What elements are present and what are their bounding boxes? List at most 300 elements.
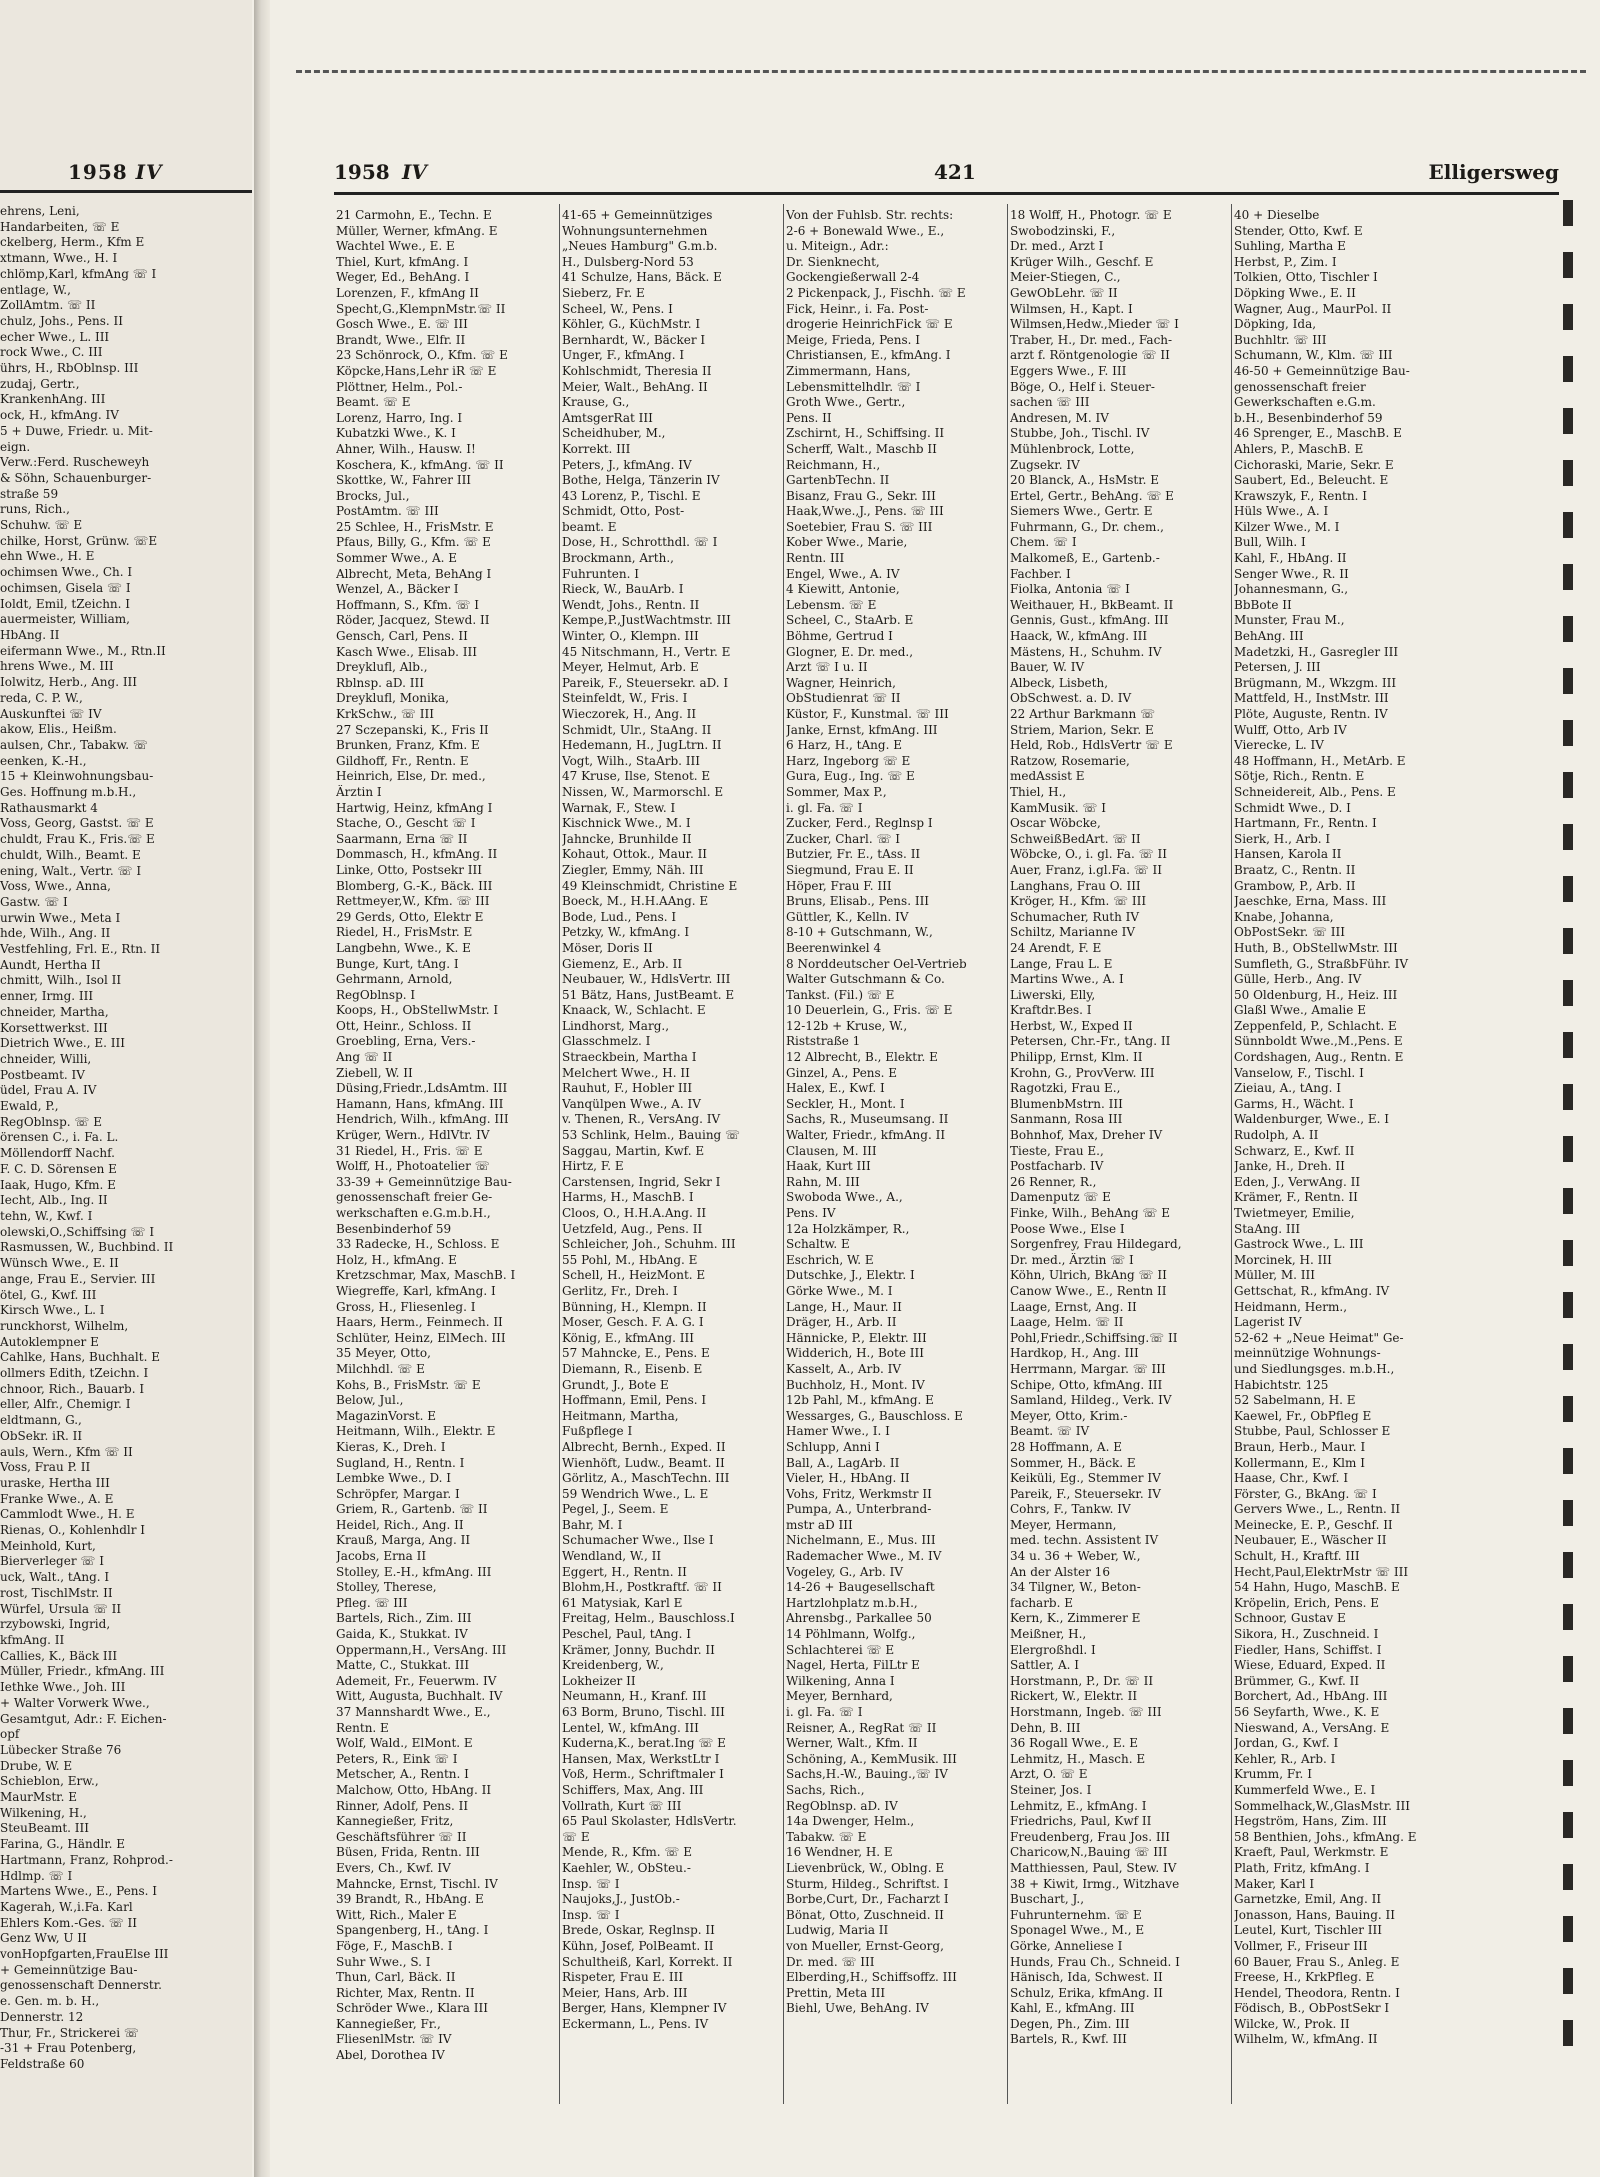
directory-entry-line: Ludwig, Maria II bbox=[786, 1923, 889, 1938]
directory-entry-line: Uetzfeld, Aug., Pens. II bbox=[562, 1221, 703, 1236]
directory-entry-line: Böge, O., Helf i. Steuer- bbox=[1010, 379, 1155, 394]
directory-entry-line: 39 Brandt, R., HbAng. E bbox=[336, 1892, 484, 1907]
directory-entry-line: Ott, Heinr., Schloss. II bbox=[336, 1018, 472, 1033]
directory-entry-line: 28 Hoffmann, A. E bbox=[1010, 1439, 1122, 1454]
edge-mark bbox=[1563, 356, 1573, 382]
directory-entry-line: Krämer, Jonny, Buchdr. II bbox=[562, 1642, 715, 1657]
left-entry-line: akow, Elis., Heißm. bbox=[0, 722, 117, 737]
directory-entry-line: Nichelmann, E., Mus. III bbox=[786, 1533, 936, 1548]
left-entry-line: Callies, K., Bäck III bbox=[0, 1648, 118, 1663]
directory-entry-line: Wagner, Aug., MaurPol. II bbox=[1234, 301, 1392, 316]
directory-entry-line: Glogner, E. Dr. med., bbox=[786, 644, 914, 659]
directory-entry-line: Freese, H., KrkPfleg. E bbox=[1234, 1970, 1375, 1985]
directory-entry-line: 37 Mannshardt Wwe., E., bbox=[336, 1705, 491, 1719]
directory-entry-line: Stubbe, Joh., Tischl. IV bbox=[1010, 426, 1150, 441]
directory-entry-line: Krüger Wilh., Geschf. E bbox=[1010, 254, 1154, 269]
book-gutter bbox=[254, 0, 270, 2177]
directory-entry-line: Wiegreffe, Karl, kfmAng. I bbox=[336, 1283, 496, 1298]
directory-entry-line: Pohl,Friedr.,Schiffsing.☏ II bbox=[1010, 1330, 1178, 1345]
directory-entry-line: Sumfleth, G., StraßbFühr. IV bbox=[1234, 956, 1409, 971]
directory-entry-line: Jordan, G., Kwf. I bbox=[1234, 1736, 1339, 1751]
directory-entry-line: Borbe,Curt, Dr., Facharzt I bbox=[786, 1892, 949, 1907]
edge-mark bbox=[1563, 1708, 1573, 1734]
edge-mark bbox=[1563, 1864, 1573, 1890]
directory-entry-line: i. gl. Fa. ☏ I bbox=[786, 800, 863, 815]
directory-entry-line: Weithauer, H., BkBeamt. II bbox=[1010, 597, 1174, 612]
directory-entry-line: Ball, A., LagArb. II bbox=[786, 1455, 900, 1470]
left-entry-line: hde, Wilh., Ang. II bbox=[0, 926, 111, 941]
directory-entry-line: Schmidt, Otto, Post- bbox=[562, 504, 685, 519]
left-entry-line: Voss, Wwe., Anna, bbox=[0, 879, 111, 894]
directory-entry-line: 27 Sczepanski, K., Fris II bbox=[336, 722, 489, 737]
directory-entry-line: Kraeft, Paul, Werkmstr. E bbox=[1234, 1845, 1389, 1860]
directory-entry-line: Saarmann, Erna ☏ II bbox=[336, 831, 468, 846]
directory-entry-line: Fiedler, Hans, Schiffst. I bbox=[1234, 1642, 1382, 1657]
directory-entry-line: Horstmann, P., Dr. ☏ II bbox=[1010, 1673, 1154, 1688]
directory-entry-line: Heidmann, Herm., bbox=[1234, 1299, 1348, 1314]
left-entry-line: chmitt, Wilh., Isol II bbox=[0, 973, 122, 988]
directory-entry-line: Wilcke, W., Prok. II bbox=[1234, 2016, 1350, 2031]
directory-entry-line: Gülle, Herb., Ang. IV bbox=[1234, 972, 1362, 987]
directory-entry-line: Bauer, W. IV bbox=[1010, 660, 1085, 675]
left-page bbox=[0, 0, 252, 2177]
directory-entry-line: Ratzow, Rosemarie, bbox=[1010, 753, 1130, 768]
directory-entry-line: Lorenzen, F., kfmAng II bbox=[336, 285, 479, 300]
left-entry-line: Möllendorff Nachf. bbox=[0, 1146, 115, 1161]
directory-entry-line: Wiese, Eduard, Exped. II bbox=[1234, 1658, 1386, 1673]
left-entry-line: eenken, K.-H., bbox=[0, 753, 87, 768]
directory-entry-line: Pegel, J., Seem. E bbox=[562, 1502, 669, 1517]
directory-entry-line: i. gl. Fa. ☏ I bbox=[786, 1705, 863, 1719]
directory-entry-line: Martins Wwe., A. I bbox=[1010, 972, 1124, 987]
directory-entry-line: Siemers Wwe., Gertr. E bbox=[1010, 504, 1153, 519]
directory-entry-line: Fick, Heinr., i. Fa. Post- bbox=[786, 301, 929, 316]
directory-entry-line: Zschirnt, H., Schiffsing. II bbox=[786, 426, 945, 441]
directory-entry-line: Scheel, C., StaArb. E bbox=[786, 613, 914, 628]
directory-entry-line: Gosch Wwe., E. ☏ III bbox=[336, 317, 468, 332]
left-entry-line: Korsettwerkst. III bbox=[0, 1020, 108, 1035]
directory-entry-line: Held, Rob., HdlsVertr ☏ E bbox=[1010, 738, 1173, 753]
directory-entry-line: Schumacher Wwe., Ilse I bbox=[562, 1533, 714, 1548]
directory-entry-line: Plöttner, Helm., Pol.- bbox=[336, 379, 463, 394]
directory-entry-line: Scheidhuber, M., bbox=[562, 426, 666, 441]
directory-entry-line: BehAng. III bbox=[1234, 629, 1304, 644]
directory-entry-line: Pfleg. ☏ III bbox=[336, 1595, 408, 1610]
directory-entry-line: Horstmann, Ingeb. ☏ III bbox=[1010, 1705, 1162, 1719]
directory-entry-line: Bünning, H., Klempn. II bbox=[562, 1299, 707, 1314]
directory-entry-line: Huth, B., ObStellwMstr. III bbox=[1234, 940, 1398, 955]
directory-entry-line: Lehmitz, E., kfmAng. I bbox=[1010, 1798, 1147, 1813]
directory-entry-line: Lentel, W., kfmAng. III bbox=[562, 1720, 699, 1735]
directory-entry-line: Wieczorek, H., Ang. II bbox=[562, 707, 697, 721]
directory-entry-line: Scheel, W., Pens. I bbox=[562, 301, 673, 316]
directory-entry-line: Seckler, H., Mont. I bbox=[786, 1096, 905, 1111]
left-entry-line: kfmAng. II bbox=[0, 1632, 65, 1647]
directory-entry-line: ☏ E bbox=[562, 1829, 590, 1844]
directory-entry-line: drogerie HeinrichFick ☏ E bbox=[786, 317, 953, 332]
directory-entry-line: Beamt. ☏ IV bbox=[1010, 1424, 1090, 1439]
directory-entry-line: Lievenbrück, W., Oblng. E bbox=[786, 1860, 945, 1875]
directory-entry-line: MagazinVorst. E bbox=[336, 1408, 437, 1423]
directory-entry-line: Twietmeyer, Emilie, bbox=[1234, 1206, 1355, 1220]
edge-mark bbox=[1563, 720, 1573, 746]
directory-entry-line: Sikora, H., Zuschneid. I bbox=[1234, 1627, 1379, 1642]
directory-entry-line: Griem, R., Gartenb. ☏ II bbox=[336, 1502, 488, 1517]
directory-entry-line: Langhans, Frau O. III bbox=[1010, 878, 1141, 893]
left-entry-line: chilke, Horst, Grünw. ☏E bbox=[0, 533, 158, 548]
directory-entry-line: 55 Pohl, M., HbAng. E bbox=[562, 1252, 698, 1267]
directory-entry-line: Schröpfer, Margar. I bbox=[336, 1486, 460, 1501]
directory-entry-line: Ahrensbg., Parkallee 50 bbox=[786, 1611, 932, 1626]
directory-entry-line: Borchert, Ad., HbAng. III bbox=[1234, 1689, 1388, 1704]
left-entry-line: e. Gen. m. b. H., bbox=[0, 1994, 100, 2009]
directory-entry-line: Haase, Chr., Kwf. I bbox=[1234, 1471, 1349, 1486]
directory-entry-line: Wilhelm, W., kfmAng. II bbox=[1234, 2032, 1378, 2047]
left-entry-line: Iecht, Alb., Ing. II bbox=[0, 1193, 108, 1208]
directory-entry-line: Hoffmann, S., Kfm. ☏ I bbox=[336, 597, 480, 612]
directory-entry-line: Gura, Eug., Ing. ☏ E bbox=[786, 769, 915, 784]
directory-entry-line: Peschel, Paul, tAng. I bbox=[562, 1627, 691, 1642]
directory-entry-line: Vanqülpen Wwe., A. IV bbox=[562, 1096, 701, 1111]
directory-entry-line: Kempe,P.,JustWachtmstr. III bbox=[562, 613, 731, 628]
left-entry-line: chulz, Johs., Pens. II bbox=[0, 313, 123, 328]
directory-entry-line: werkschaften e.G.m.b.H., bbox=[336, 1206, 491, 1220]
directory-entry-line: Glaßl Wwe., Amalie E bbox=[1234, 1003, 1366, 1018]
directory-entry-line: Fuhrunten. I bbox=[562, 566, 639, 581]
directory-entry-line: Zieiau, A., tAng. I bbox=[1234, 1081, 1342, 1096]
directory-entry-line: Förster, G., BkAng. ☏ I bbox=[1234, 1486, 1377, 1501]
directory-entry-line: Bunge, Kurt, tAng. I bbox=[336, 956, 459, 971]
directory-entry-line: Krumm, Fr. I bbox=[1234, 1767, 1312, 1782]
left-entry-line: ZollAmtm. ☏ II bbox=[0, 298, 96, 313]
directory-entry-line: 2 Pickenpack, J., Fischh. ☏ E bbox=[786, 285, 966, 300]
directory-entry-line: Kasch Wwe., Elisab. III bbox=[336, 644, 477, 659]
directory-entry-line: Fiolka, Antonia ☏ I bbox=[1010, 582, 1130, 597]
directory-entry-line: 12 Albrecht, B., Elektr. E bbox=[786, 1050, 938, 1065]
directory-entry-line: Schulz, Erika, kfmAng. II bbox=[1010, 1985, 1163, 2000]
directory-entry-line: Dreyklufl, Alb., bbox=[336, 660, 428, 675]
page-edge-marks bbox=[1563, 200, 1577, 2080]
directory-entry-line: FliesenlMstr. ☏ IV bbox=[336, 2032, 452, 2047]
directory-entry-line: Hänisch, Ida, Schwest. II bbox=[1010, 1970, 1163, 1985]
directory-entry-line: Gaida, K., Stukkat. IV bbox=[336, 1627, 468, 1642]
directory-entry-line: Kühn, Josef, PolBeamt. II bbox=[562, 1938, 714, 1953]
left-entry-line: Autoklempner E bbox=[0, 1334, 99, 1349]
left-entry-line: Meinhold, Kurt, bbox=[0, 1538, 96, 1553]
directory-entry-line: Rieck, W., BauArb. I bbox=[562, 582, 684, 597]
directory-entry-line: Sachs, Rich., bbox=[786, 1782, 865, 1797]
directory-entry-line: Holz, H., kfmAng. E bbox=[336, 1252, 457, 1267]
directory-entry-line: Sugland, H., Rentn. I bbox=[336, 1455, 465, 1470]
directory-entry-line: Hoffmann, Emil, Pens. I bbox=[562, 1393, 707, 1408]
directory-entry-line: Brede, Oskar, Reglnsp. II bbox=[562, 1923, 715, 1938]
edge-mark bbox=[1563, 1188, 1573, 1214]
directory-entry-line: Görke, Anneliese I bbox=[1010, 1938, 1123, 1953]
left-entry-line: Voss, Georg, Gastst. ☏ E bbox=[0, 816, 154, 831]
directory-entry-line: Kröpelin, Erich, Pens. E bbox=[1234, 1595, 1380, 1610]
directory-entry-line: Kröger, H., Kfm. ☏ III bbox=[1010, 894, 1147, 909]
edge-mark bbox=[1563, 980, 1573, 1006]
directory-entry-line: Kahl, F., HbAng. II bbox=[1234, 551, 1347, 566]
directory-entry-line: Ang ☏ II bbox=[336, 1050, 393, 1065]
directory-entry-line: med. techn. Assistent IV bbox=[1010, 1533, 1159, 1548]
directory-entry-line: Chem. ☏ I bbox=[1010, 535, 1077, 550]
edge-mark bbox=[1563, 1656, 1573, 1682]
directory-entry-line: Döpking Wwe., E. II bbox=[1234, 285, 1356, 300]
left-entry-line: RegOblnsp. ☏ E bbox=[0, 1114, 102, 1129]
directory-entry-line: Rauhut, F., Hobler III bbox=[562, 1081, 693, 1096]
directory-entry-line: Beerenwinkel 4 bbox=[786, 940, 882, 955]
directory-entry-line: Heitmann, Martha, bbox=[562, 1408, 679, 1423]
directory-entry-line: Meyer, Hermann, bbox=[1010, 1517, 1117, 1532]
directory-entry-line: Tankst. (Fil.) ☏ E bbox=[786, 987, 895, 1002]
directory-entry-line: Philipp, Ernst, Klm. II bbox=[1010, 1050, 1143, 1065]
directory-entry-line: genossenschaft freier Ge- bbox=[336, 1190, 493, 1205]
left-entry-line: örensen C., i. Fa. L. bbox=[0, 1130, 119, 1145]
directory-entry-line: Freudenberg, Frau Jos. III bbox=[1010, 1829, 1171, 1844]
directory-entry-line: Hirtz, F. E bbox=[562, 1159, 624, 1174]
directory-entry-line: Garms, H., Wächt. I bbox=[1234, 1096, 1354, 1111]
directory-entry-line: König, E., kfmAng. III bbox=[562, 1330, 694, 1345]
directory-entry-line: Blohm,H., Postkraftf. ☏ II bbox=[562, 1580, 722, 1595]
directory-entry-line: Lorenz, Harro, Ing. I bbox=[336, 410, 463, 425]
directory-entry-line: 38 + Kiwit, Irmg., Witzhave bbox=[1010, 1876, 1180, 1891]
directory-entry-line: Lange, Frau L. E bbox=[1010, 956, 1113, 971]
directory-entry-line: Steiner, Jos. I bbox=[1010, 1782, 1092, 1797]
directory-entry-line: Meier, Walt., BehAng. II bbox=[562, 379, 708, 394]
directory-entry-line: Butzier, Fr. E., tAss. II bbox=[786, 847, 921, 862]
directory-entry-line: 49 Kleinschmidt, Christine E bbox=[562, 878, 738, 893]
directory-entry-line: Laage, Ernst, Ang. II bbox=[1010, 1299, 1137, 1314]
directory-entry-line: Vollmer, F., Friseur III bbox=[1234, 1938, 1368, 1953]
left-header-rule bbox=[0, 190, 252, 193]
directory-entry-line: Wolff, H., Photoatelier ☏ bbox=[336, 1159, 490, 1174]
directory-entry-line: 46-50 + Gemeinnützige Bau- bbox=[1234, 363, 1410, 378]
directory-entry-line: Freitag, Helm., Bauschloss.I bbox=[562, 1611, 735, 1626]
directory-entry-line: Straeckbein, Martha I bbox=[562, 1050, 697, 1065]
directory-entry-line: Petersen, Chr.-Fr., tAng. II bbox=[1010, 1034, 1171, 1049]
directory-entry-line: Lehmitz, H., Masch. E bbox=[1010, 1751, 1146, 1766]
edge-mark bbox=[1563, 1396, 1573, 1422]
directory-entry-line: Röder, Jacquez, Stewd. II bbox=[336, 613, 490, 628]
directory-entry-line: von Mueller, Ernst-Georg, bbox=[786, 1938, 944, 1953]
directory-entry-line: Linke, Otto, Postsekr III bbox=[336, 862, 482, 877]
left-page-column bbox=[0, 204, 252, 2073]
directory-entry-line: Albeck, Lisbeth, bbox=[1010, 675, 1109, 690]
directory-entry-line: Cohrs, F., Tankw. IV bbox=[1010, 1502, 1131, 1517]
directory-entry-line: Döpking, Ida, bbox=[1234, 317, 1317, 332]
directory-entry-line: Schiffers, Max, Ang. III bbox=[562, 1782, 704, 1797]
directory-entry-line: Haars, Herm., Feinmech. II bbox=[336, 1315, 503, 1330]
directory-entry-line: Kretzschmar, Max, MaschB. I bbox=[336, 1268, 516, 1283]
directory-entry-line: 48 Hoffmann, H., MetArb. E bbox=[1234, 753, 1406, 768]
directory-entry-line: Düsing,Friedr.,LdsAmtm. III bbox=[336, 1081, 508, 1096]
directory-entry-line: Hartwig, Heinz, kfmAng I bbox=[336, 800, 493, 815]
page-number: 421 bbox=[934, 160, 976, 184]
directory-entry-line: Höper, Frau F. III bbox=[786, 878, 892, 893]
directory-entry-line: Föge, F., MaschB. I bbox=[336, 1938, 453, 1953]
directory-entry-line: Wendt, Johs., Rentn. II bbox=[562, 597, 700, 612]
directory-entry-line: Schult, H., Kraftf. III bbox=[1234, 1549, 1360, 1564]
directory-entry-line: Damenputz ☏ E bbox=[1010, 1190, 1111, 1205]
directory-entry-line: Lange, H., Maur. II bbox=[786, 1299, 902, 1314]
directory-entry-line: Milchhdl. ☏ E bbox=[336, 1361, 425, 1376]
directory-entry-line: Weger, Ed., BehAng. I bbox=[336, 270, 470, 285]
left-entry-line: Voss, Frau P. II bbox=[0, 1460, 91, 1475]
directory-entry-line: Petersen, J. III bbox=[1234, 660, 1321, 675]
directory-entry-line: Eggert, H., Rentn. II bbox=[562, 1564, 687, 1579]
directory-entry-line: Herbst, P., Zim. I bbox=[1234, 254, 1337, 269]
directory-entry-line: Moser, Gesch. F. A. G. I bbox=[562, 1315, 704, 1330]
directory-entry-line: Braun, Herb., Maur. I bbox=[1234, 1439, 1366, 1454]
directory-entry-line: Gastrock Wwe., L. III bbox=[1234, 1237, 1364, 1252]
left-entry-line: Verw.:Ferd. Ruscheweyh bbox=[0, 455, 150, 470]
directory-entry-line: Gettschat, R., kfmAng. IV bbox=[1234, 1283, 1390, 1298]
left-entry-line: Ioldt, Emil, tZeichn. I bbox=[0, 596, 131, 611]
directory-entry-line: Mästens, H., Schuhm. IV bbox=[1010, 644, 1162, 659]
left-entry-line: Postbeamt. IV bbox=[0, 1067, 85, 1082]
directory-entry-line: Rinner, Adolf, Pens. II bbox=[336, 1798, 469, 1813]
directory-entry-line: Hegström, Hans, Zim. III bbox=[1234, 1814, 1387, 1829]
left-entry-line: Rienas, O., Kohlenhdlr I bbox=[0, 1523, 146, 1538]
directory-entry-line: Laage, Helm. ☏ II bbox=[1010, 1315, 1124, 1330]
directory-entry-line: Stender, Otto, Kwf. E bbox=[1234, 223, 1363, 238]
directory-entry-line: Ziebell, W. II bbox=[336, 1065, 413, 1080]
left-entry-line: ollmers Edith, tZeichn. I bbox=[0, 1366, 149, 1381]
directory-entry-line: AmtsgerRat III bbox=[562, 410, 653, 425]
directory-entry-line: 12a Holzkämper, R., bbox=[786, 1221, 910, 1236]
directory-entry-line: Kohs, B., FrisMstr. ☏ E bbox=[336, 1377, 481, 1392]
directory-entry-line: genossenschaft freier bbox=[1234, 379, 1366, 394]
directory-entry-line: Neubauer, W., HdlsVertr. III bbox=[562, 972, 731, 987]
directory-entry-line: Sötje, Rich., Rentn. E bbox=[1234, 769, 1365, 784]
directory-entry-line: Heinrich, Else, Dr. med., bbox=[336, 769, 486, 784]
directory-entry-line: 65 Paul Skolaster, HdlsVertr. bbox=[562, 1814, 737, 1829]
directory-entry-line: Lagerist IV bbox=[1234, 1315, 1302, 1330]
left-entry-line: chlömp,Karl, kfmAng ☏ I bbox=[0, 266, 157, 281]
directory-entry-line: Hartzlohplatz m.b.H., bbox=[786, 1595, 918, 1610]
directory-entry-line: Rettmeyer,W., Kfm. ☏ III bbox=[336, 894, 490, 909]
directory-entry-line: Grundt, J., Bote E bbox=[562, 1377, 669, 1392]
left-entry-line: runckhorst, Wilhelm, bbox=[0, 1318, 129, 1333]
directory-entry-line: Sierk, H., Arb. I bbox=[1234, 831, 1331, 846]
left-entry-line: entlage, W., bbox=[0, 282, 71, 297]
directory-entry-line: Wilmsen,Hedw.,Mieder ☏ I bbox=[1010, 317, 1179, 332]
directory-column-2 bbox=[562, 208, 786, 2032]
directory-entry-line: Wenzel, A., Bäcker I bbox=[336, 582, 459, 597]
directory-entry-line: Fußpflege I bbox=[562, 1424, 633, 1439]
directory-entry-line: Gewerkschaften e.G.m. bbox=[1234, 395, 1376, 410]
directory-entry-line: Meyer, Bernhard, bbox=[786, 1689, 893, 1704]
directory-entry-line: Steinfeldt, W., Fris. I bbox=[562, 691, 688, 706]
left-entry-line: ochimsen, Gisela ☏ I bbox=[0, 580, 131, 595]
left-entry-line: zudaj, Gertr., bbox=[0, 376, 80, 391]
directory-entry-line: Boeck, M., H.H.AAng. E bbox=[562, 894, 709, 909]
left-entry-line: Franke Wwe., A. E bbox=[0, 1491, 114, 1506]
edge-mark bbox=[1563, 2020, 1573, 2046]
directory-entry-line: Kober Wwe., Marie, bbox=[786, 535, 908, 550]
directory-entry-line: Widderich, H., Bote III bbox=[786, 1346, 924, 1361]
directory-entry-line: Bohnhof, Max, Dreher IV bbox=[1010, 1128, 1163, 1143]
left-entry-line: SteuBeamt. III bbox=[0, 1821, 89, 1836]
directory-entry-line: Liwerski, Elly, bbox=[1010, 987, 1096, 1002]
directory-entry-line: Lebensm. ☏ E bbox=[786, 597, 877, 612]
directory-entry-line: Schneidereit, Alb., Pens. E bbox=[1234, 784, 1396, 799]
directory-entry-line: Walter, Friedr., kfmAng. II bbox=[786, 1128, 946, 1143]
directory-entry-line: Engel, Wwe., A. IV bbox=[786, 566, 900, 581]
left-entry-line: ock, H., kfmAng. IV bbox=[0, 408, 119, 423]
directory-entry-line: Meyer, Helmut, Arb. E bbox=[562, 660, 699, 675]
directory-entry-line: Schleicher, Joh., Schuhm. III bbox=[562, 1237, 736, 1252]
directory-entry-line: Groth Wwe., Gertr., bbox=[786, 395, 906, 410]
directory-entry-line: 8-10 + Gutschmann, W., bbox=[786, 925, 933, 940]
directory-entry-line: Jacobs, Erna II bbox=[336, 1549, 427, 1564]
directory-entry-line: u. Miteign., Adr.: bbox=[786, 239, 889, 254]
directory-entry-line: 41 Schulze, Hans, Bäck. E bbox=[562, 270, 722, 285]
directory-entry-line: Malkomeß, E., Gartenb.- bbox=[1010, 551, 1160, 566]
directory-entry-line: Ademeit, Fr., Feuerwm. IV bbox=[336, 1673, 497, 1688]
directory-entry-line: GewObLehr. ☏ II bbox=[1010, 285, 1118, 300]
directory-entry-line: Plöte, Auguste, Rentn. IV bbox=[1234, 707, 1388, 721]
directory-entry-line: 14a Dwenger, Helm., bbox=[786, 1814, 915, 1829]
directory-entry-line: Lebensmittelhdlr. ☏ I bbox=[786, 379, 921, 394]
directory-entry-line: Pfaus, Billy, G., Kfm. ☏ E bbox=[336, 535, 491, 550]
left-entry-line: runs, Rich., bbox=[0, 502, 70, 517]
directory-entry-line: Böhme, Gertrud I bbox=[786, 629, 893, 644]
edge-mark bbox=[1563, 928, 1573, 954]
directory-entry-line: Wendland, W., II bbox=[562, 1549, 662, 1564]
directory-entry-line: Vohs, Fritz, Werkmstr II bbox=[786, 1486, 932, 1501]
left-entry-line: auls, Wern., Kfm ☏ II bbox=[0, 1444, 133, 1459]
directory-entry-line: SchweißBedArt. ☏ II bbox=[1010, 831, 1141, 846]
directory-entry-line: Wagner, Heinrich, bbox=[786, 675, 896, 690]
directory-entry-line: Zeppenfeld, P., Schlacht. E bbox=[1234, 1018, 1397, 1033]
directory-entry-line: Görke Wwe., M. I bbox=[786, 1283, 893, 1298]
directory-entry-line: Riedel, H., FrisMstr. E bbox=[336, 925, 473, 940]
directory-entry-line: Clausen, M. III bbox=[786, 1143, 877, 1158]
left-entry-line: Hdlmp. ☏ I bbox=[0, 1868, 73, 1883]
directory-entry-line: Wilmsen, H., Kapt. I bbox=[1010, 301, 1133, 316]
directory-entry-line: Schöning, A., KemMusik. III bbox=[786, 1751, 957, 1766]
directory-entry-line: Kaehler, W., ObSteu.- bbox=[562, 1860, 691, 1875]
directory-entry-line: Dräger, H., Arb. II bbox=[786, 1315, 897, 1330]
left-entry-line: rost, TischlMstr. II bbox=[0, 1585, 113, 1600]
directory-entry-line: Dehn, B. III bbox=[1010, 1720, 1081, 1735]
directory-entry-line: Kehler, R., Arb. I bbox=[1234, 1751, 1336, 1766]
directory-entry-line: Bull, Wilh. I bbox=[1234, 535, 1306, 550]
directory-entry-line: Haack, W., kfmAng. III bbox=[1010, 629, 1148, 644]
directory-entry-line: Rentn. E bbox=[336, 1720, 389, 1735]
directory-entry-line: Melchert Wwe., H. II bbox=[562, 1065, 690, 1080]
left-entry-line: Auskunftei ☏ IV bbox=[0, 706, 102, 721]
directory-entry-line: Bernhardt, W., Bäcker I bbox=[562, 332, 706, 347]
left-entry-line: enner, Irmg. III bbox=[0, 989, 94, 1004]
directory-entry-line: Schwarz, E., Kwf. II bbox=[1234, 1143, 1355, 1158]
directory-entry-line: 33-39 + Gemeinnützige Bau- bbox=[336, 1174, 512, 1189]
directory-entry-line: Tabakw. ☏ E bbox=[786, 1829, 867, 1844]
directory-entry-line: 12-12b + Kruse, W., bbox=[786, 1018, 908, 1033]
left-entry-line: rock Wwe., C. III bbox=[0, 345, 103, 360]
left-entry-line: opf bbox=[0, 1727, 20, 1742]
directory-entry-line: Wienhöft, Ludw., Beamt. II bbox=[562, 1455, 725, 1470]
directory-entry-line: Kaewel, Fr., ObPfleg E bbox=[1234, 1408, 1372, 1423]
edge-mark bbox=[1563, 1240, 1573, 1266]
directory-entry-line: Cordshagen, Aug., Rentn. E bbox=[1234, 1050, 1404, 1065]
directory-entry-line: Thun, Carl, Bäck. II bbox=[336, 1970, 456, 1985]
left-entry-line: xtmann, Wwe., H. I bbox=[0, 251, 118, 266]
directory-entry-line: Vogt, Wilh., StaArb. III bbox=[562, 753, 701, 768]
directory-entry-line: Koops, H., ObStellwMstr. I bbox=[336, 1003, 499, 1018]
